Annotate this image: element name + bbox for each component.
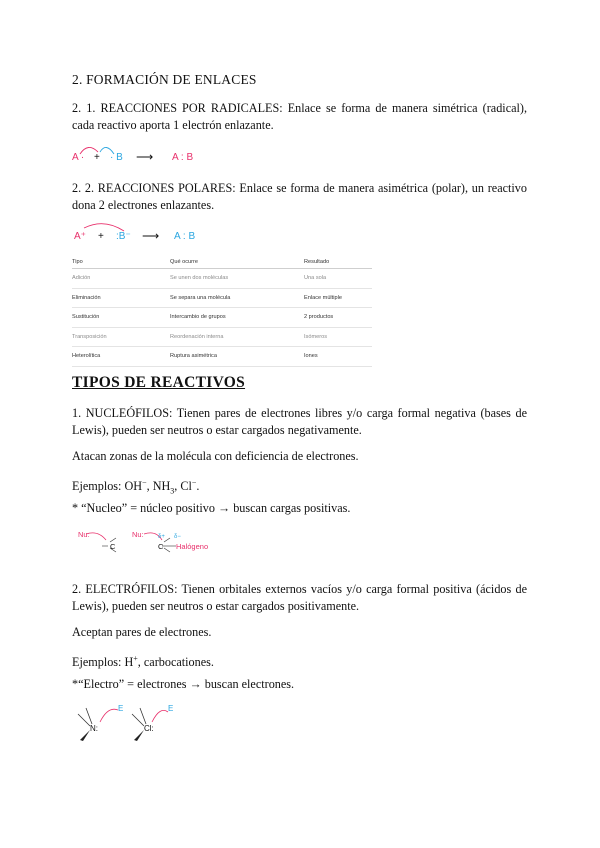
electrofilos-p4: *“Electro” = electrones → buscan electrones. xyxy=(72,677,295,691)
polar-a: A⁺ xyxy=(74,231,86,242)
e-label: E xyxy=(118,704,124,713)
table-header-row xyxy=(72,256,372,269)
nu-label: Nu: xyxy=(78,530,90,539)
polar-arrow xyxy=(76,220,146,234)
table-cell: Isómeros xyxy=(304,327,372,347)
table-cell: 2 productos xyxy=(304,308,372,328)
ex-text: , carbocationes. xyxy=(137,655,214,670)
radicales-paragraph xyxy=(72,100,527,134)
table-cell: Reordenación interna xyxy=(170,327,304,347)
table-row xyxy=(72,327,372,347)
table-cell: Heterolítica xyxy=(72,347,170,367)
table-header: Qué ocurre xyxy=(170,256,304,269)
nucleofilos-p1: 1. NUCLEÓFILOS: Tienen pares de electrones libres y/o carga formal negativa (bases de Lewis), pueden ser neutros o estar cargados negativamente. xyxy=(72,406,527,437)
halogen-label: Halógeno xyxy=(176,542,209,551)
nucleophile-diagram xyxy=(72,528,232,564)
ex-sup: + xyxy=(133,654,138,663)
table-cell: Se unen dos moléculas xyxy=(170,269,304,289)
electrofilos-p3 xyxy=(72,650,527,671)
tipos-title: TIPOS DE REACTIVOS xyxy=(72,374,246,391)
ex-sub: 3 xyxy=(170,486,175,496)
delta-minus: δ− xyxy=(174,534,181,540)
carbon-label: C xyxy=(110,542,116,551)
table-cell: Enlace múltiple xyxy=(304,288,372,308)
table-cell: Intercambio de grupos xyxy=(170,308,304,328)
ex-text: Ejemplos: OH xyxy=(72,479,143,494)
section-title: 2. FORMACIÓN DE ENLACES xyxy=(72,72,257,87)
ex-text: , Cl xyxy=(174,479,192,494)
table-cell: Eliminación xyxy=(72,288,170,308)
table-row xyxy=(72,308,372,328)
table-row xyxy=(72,269,372,289)
table-row xyxy=(72,347,372,367)
table-cell: Una sola xyxy=(304,269,372,289)
carbon-label: C xyxy=(158,542,164,551)
table-cell: Ruptura asimétrica xyxy=(170,347,304,367)
radical-product: A : B xyxy=(172,152,194,163)
table-header: Tipo xyxy=(72,256,170,269)
polares-label: 2. 2. REACCIONES POLARES: xyxy=(72,181,236,195)
nu-label: Nu: xyxy=(132,530,144,539)
electrofilos-p1: 2. ELECTRÓFILOS: Tienen orbitales externos vacíos y/o carga formal positiva (ácidos de Lewis), pueden ser neutros o estar cargados positivamente. xyxy=(72,582,527,613)
radical-plus: + xyxy=(94,152,100,163)
electrophile-diagram xyxy=(72,702,192,746)
table-cell: Transposición xyxy=(72,327,170,347)
delta-plus: δ+ xyxy=(158,534,165,540)
radical-arrow: ⟶ xyxy=(136,150,154,164)
ex-text: Ejemplos: H xyxy=(72,655,134,670)
ex-text: . xyxy=(196,479,200,494)
polar-plus: + xyxy=(98,231,104,242)
ex-text: , NH xyxy=(146,479,171,494)
polar-b: :B⁻ xyxy=(116,231,131,242)
n-label: N: xyxy=(90,724,98,733)
polar-arrow-text: ⟶ xyxy=(142,229,160,243)
radical-b: · B xyxy=(110,152,123,163)
cl-label: Cl: xyxy=(144,724,154,733)
polares-paragraph xyxy=(72,180,527,214)
table-cell: Adición xyxy=(72,269,170,289)
table-cell: Sustitución xyxy=(72,308,170,328)
nucleofilos-p3 xyxy=(72,474,527,500)
radical-equation xyxy=(72,148,272,170)
e-label: E xyxy=(168,704,174,713)
ex-sup: − xyxy=(191,478,197,487)
polar-equation xyxy=(72,226,272,248)
radical-a: A · xyxy=(72,152,85,163)
polares-text: Enlace se forma de manera asimétrica (polar), un reactivo dona 2 electrones enlazantes. xyxy=(72,181,527,212)
nucleofilos-p2: Atacan zonas de la molécula con deficiencia de electrones. xyxy=(72,449,359,463)
table-row xyxy=(72,288,372,308)
radicales-label: 2. 1. REACCIONES POR RADICALES: xyxy=(72,101,283,115)
electrofilos-p2: Aceptan pares de electrones. xyxy=(72,625,212,639)
table-header: Resultado xyxy=(304,256,372,269)
reaction-types-table xyxy=(72,256,372,367)
nucleofilos-p4: * “Nucleo” = núcleo positivo → buscan cargas positivas. xyxy=(72,501,351,515)
table-cell: Iones xyxy=(304,347,372,367)
ex-sup: − xyxy=(142,478,147,487)
table-cell: Se separa una molécula xyxy=(170,288,304,308)
radicales-text: Enlace se forma de manera simétrica (radical), cada reactivo aporta 1 electrón enlazante. xyxy=(72,101,527,132)
polar-product: A : B xyxy=(174,231,196,242)
